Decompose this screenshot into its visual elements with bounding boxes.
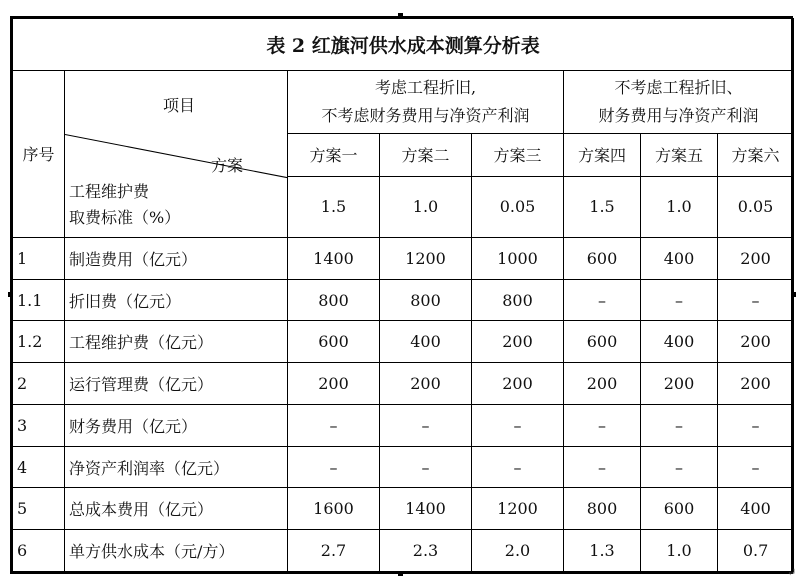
cell-scheme-4: 800 — [564, 488, 641, 530]
cell-scheme-5: 1.0 — [641, 530, 718, 572]
table-row — [13, 363, 794, 405]
row-seq: 1 — [13, 237, 65, 279]
cell-scheme-6: – — [718, 446, 794, 488]
cost-table-frame — [10, 16, 793, 574]
cell-scheme-6: – — [718, 279, 794, 321]
cell-scheme-3: – — [472, 446, 564, 488]
group1-line1: 考虑工程折旧, — [374, 78, 477, 97]
table-row — [13, 237, 794, 279]
cell-scheme-2: 400 — [380, 321, 472, 363]
cell-scheme-3: 1200 — [472, 488, 564, 530]
cell-scheme-3: 800 — [472, 279, 564, 321]
cell-scheme-1: 1400 — [288, 237, 380, 279]
diagonal-header-cell — [65, 70, 288, 237]
scheme-4-header: 方案四 — [564, 134, 641, 177]
cell-scheme-2: – — [380, 404, 472, 446]
row-item: 工程维护费（亿元） — [65, 321, 288, 363]
group2-line1: 不考虑工程折旧、 — [614, 78, 743, 97]
scheme-6-header: 方案六 — [718, 134, 794, 177]
cell-scheme-4: – — [564, 279, 641, 321]
rate-scheme-3: 0.05 — [472, 176, 564, 237]
row-seq: 1.1 — [13, 279, 65, 321]
cell-scheme-3: 1000 — [472, 237, 564, 279]
group2-line2: 财务费用与净资产利润 — [598, 106, 759, 125]
row-item: 总成本费用（亿元） — [65, 488, 288, 530]
table-row — [13, 446, 794, 488]
cell-scheme-4: – — [564, 446, 641, 488]
row-item: 运行管理费（亿元） — [65, 363, 288, 405]
cell-scheme-5: – — [641, 279, 718, 321]
cell-scheme-1: – — [288, 404, 380, 446]
cell-scheme-4: 1.3 — [564, 530, 641, 572]
cell-scheme-3: 200 — [472, 363, 564, 405]
cell-scheme-5: 200 — [641, 363, 718, 405]
cell-scheme-5: 600 — [641, 488, 718, 530]
group2-header — [564, 70, 794, 133]
rate-scheme-2: 1.0 — [380, 176, 472, 237]
cell-scheme-1: 600 — [288, 321, 380, 363]
scheme-5-header: 方案五 — [641, 134, 718, 177]
group1-header — [288, 70, 564, 133]
table-row — [13, 279, 794, 321]
cell-scheme-5: 400 — [641, 321, 718, 363]
row-item: 制造费用（亿元） — [65, 237, 288, 279]
row-seq: 1.2 — [13, 321, 65, 363]
row-item: 净资产利润率（亿元） — [65, 446, 288, 488]
row-item: 折旧费（亿元） — [65, 279, 288, 321]
scheme-header: 方案 — [210, 155, 243, 175]
selection-handle-left[interactable] — [8, 292, 13, 297]
cell-scheme-1: – — [288, 446, 380, 488]
cell-scheme-2: 1200 — [380, 237, 472, 279]
row-seq: 3 — [13, 404, 65, 446]
row-item: 财务费用（亿元） — [65, 404, 288, 446]
row-seq: 4 — [13, 446, 65, 488]
cell-scheme-3: 200 — [472, 321, 564, 363]
cell-scheme-2: 2.3 — [380, 530, 472, 572]
cell-scheme-6: – — [718, 404, 794, 446]
rate-scheme-4: 1.5 — [564, 176, 641, 237]
maintenance-rate-header — [69, 179, 180, 231]
cell-scheme-5: 400 — [641, 237, 718, 279]
rate-scheme-1: 1.5 — [288, 176, 380, 237]
cell-scheme-3: 2.0 — [472, 530, 564, 572]
cell-scheme-1: 200 — [288, 363, 380, 405]
row-seq: 5 — [13, 488, 65, 530]
cell-scheme-4: 600 — [564, 237, 641, 279]
item-header: 项目 — [163, 95, 196, 115]
scheme-2-header: 方案二 — [380, 134, 472, 177]
seq-header: 序号 — [13, 70, 65, 237]
scheme-3-header: 方案三 — [472, 134, 564, 177]
cell-scheme-4: – — [564, 404, 641, 446]
selection-handle-top[interactable] — [398, 13, 403, 18]
cell-scheme-6: 200 — [718, 321, 794, 363]
cell-scheme-2: 200 — [380, 363, 472, 405]
cell-scheme-4: 600 — [564, 321, 641, 363]
cell-scheme-2: 800 — [380, 279, 472, 321]
rate-scheme-5: 1.0 — [641, 176, 718, 237]
cell-scheme-5: – — [641, 404, 718, 446]
paragraph-mark-icon: ↵ — [787, 566, 797, 579]
cell-scheme-1: 1600 — [288, 488, 380, 530]
table-title: 表 2 红旗河供水成本测算分析表 — [13, 19, 794, 71]
cell-scheme-6: 200 — [718, 237, 794, 279]
cell-scheme-1: 2.7 — [288, 530, 380, 572]
table-row — [13, 404, 794, 446]
cell-scheme-3: – — [472, 404, 564, 446]
row-item: 单方供水成本（元/方） — [65, 530, 288, 572]
cell-scheme-4: 200 — [564, 363, 641, 405]
maintenance-rate-line1: 工程维护费 — [69, 181, 150, 201]
table-row — [13, 321, 794, 363]
table-row — [13, 530, 794, 572]
cell-scheme-1: 800 — [288, 279, 380, 321]
rate-scheme-6: 0.05 — [718, 176, 794, 237]
cell-scheme-2: 1400 — [380, 488, 472, 530]
selection-handle-right[interactable] — [791, 292, 796, 297]
scheme-1-header: 方案一 — [288, 134, 380, 177]
cell-scheme-6: 200 — [718, 363, 794, 405]
maintenance-rate-line2: 取费标准（%） — [69, 207, 181, 227]
table-row — [13, 488, 794, 530]
cell-scheme-6: 400 — [718, 488, 794, 530]
row-seq: 6 — [13, 530, 65, 572]
group1-line2: 不考虑财务费用与净资产利润 — [321, 106, 530, 125]
cost-analysis-table — [12, 18, 794, 572]
selection-handle-bottom[interactable] — [398, 571, 403, 576]
cell-scheme-6: 0.7 — [718, 530, 794, 572]
cell-scheme-2: – — [380, 446, 472, 488]
row-seq: 2 — [13, 363, 65, 405]
cell-scheme-5: – — [641, 446, 718, 488]
